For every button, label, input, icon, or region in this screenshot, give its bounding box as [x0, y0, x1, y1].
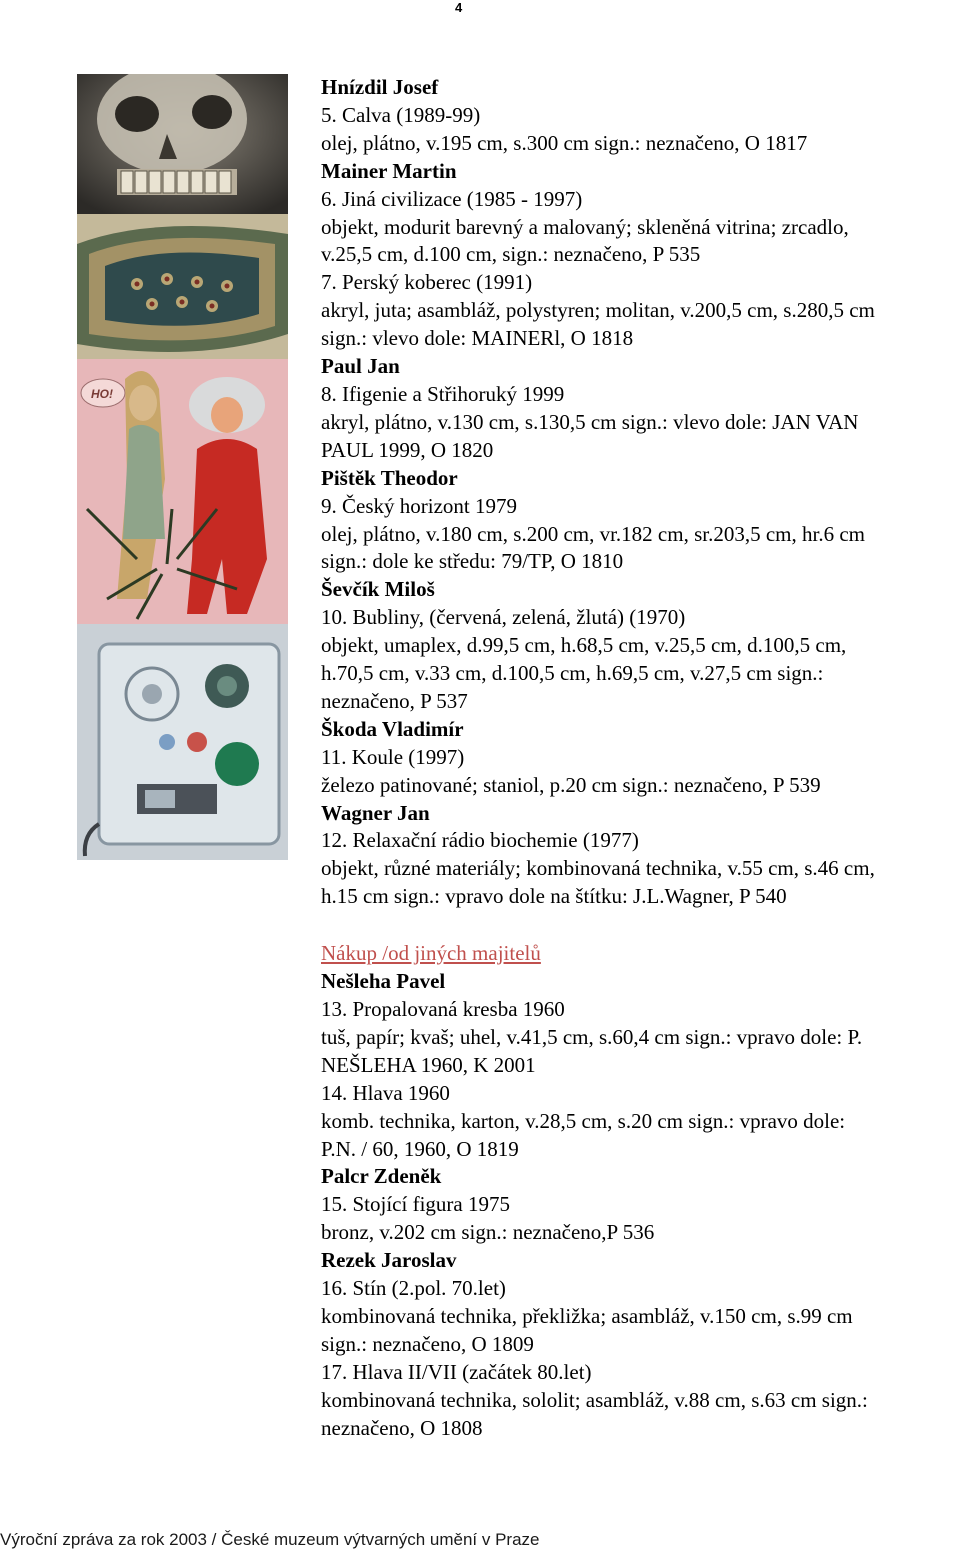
artwork-line: 14. Hlava 1960 [321, 1080, 450, 1105]
acquisitions-text [321, 74, 960, 1443]
artwork-images-column [77, 74, 288, 860]
artist-name: Wagner Jan [321, 800, 430, 825]
artist-name: Rezek Jaroslav [321, 1248, 457, 1273]
artist-name: Ševčík Miloš [321, 577, 435, 602]
artwork-line: 7. Perský koberec (1991) [321, 270, 533, 295]
artwork-line: 5. Calva (1989-99) [321, 102, 481, 127]
artwork-line: P.N. / 60, 1960, O 1819 [321, 1136, 519, 1161]
ifigenie-painting-image [77, 359, 288, 624]
artwork-line: objekt, umaplex, d.99,5 cm, h.68,5 cm, v.25,5 cm, d.100,5 cm, [321, 633, 847, 658]
artwork-line: železo patinované; staniol, p.20 cm sign.: neznačeno, P 539 [321, 772, 821, 797]
artwork-line: olej, plátno, v.180 cm, s.200 cm, vr.182 cm, sr.203,5 cm, hr.6 cm [321, 521, 865, 546]
artist-name: Nešleha Pavel [321, 969, 446, 994]
artwork-line: 9. Český horizont 1979 [321, 493, 517, 518]
artist-name: Hnízdil Josef [321, 75, 439, 99]
artwork-line: 16. Stín (2.pol. 70.let) [321, 1276, 506, 1301]
artist-name: Paul Jan [321, 354, 400, 379]
artwork-line: sign.: dole ke středu: 79/TP, O 1810 [321, 549, 624, 574]
artist-name: Palcr Zdeněk [321, 1164, 442, 1189]
artwork-line: 12. Relaxační rádio biochemie (1977) [321, 828, 639, 853]
svg-text:HO!: HO! [91, 387, 113, 401]
artwork-line: v.25,5 cm, d.100 cm, sign.: neznačeno, P 535 [321, 242, 701, 267]
artwork-line: objekt, různé materiály; kombinovaná technika, v.55 cm, s.46 cm, [321, 856, 875, 881]
section-title-purchase-link[interactable]: Nákup /od jiných majitelů [321, 941, 541, 966]
artwork-line: kombinovaná technika, překližka; asambláž, v.150 cm, s.99 cm [321, 1303, 853, 1328]
artwork-line: komb. technika, karton, v.28,5 cm, s.20 cm sign.: vpravo dole: [321, 1108, 846, 1133]
artwork-line: 13. Propalovaná kresba 1960 [321, 997, 565, 1021]
artwork-line: tuš, papír; kvaš; uhel, v.41,5 cm, s.60,4 cm sign.: vpravo dole: P. [321, 1024, 863, 1049]
artwork-line: 8. Ifigenie a Střihoruký 1999 [321, 381, 565, 406]
artwork-line: 17. Hlava II/VII (začátek 80.let) [321, 1359, 592, 1384]
skull-painting-image [77, 74, 288, 214]
artwork-line: h.15 cm sign.: vpravo dole na štítku: J.L.Wagner, P 540 [321, 884, 787, 909]
page-footer: Výroční zpráva za rok 2003 / České muzeum výtvarných umění v Praze [0, 1530, 540, 1549]
radio-object-image [77, 624, 288, 860]
artwork-line: objekt, modurit barevný a malovaný; skleněná vitrina; zrcadlo, [321, 214, 849, 239]
persian-carpet-image [77, 214, 288, 359]
page-number: 4 [455, 0, 463, 15]
artist-name: Škoda Vladimír [321, 716, 464, 741]
acquisitions-list-2 [321, 968, 960, 1442]
artwork-line: h.70,5 cm, v.33 cm, d.100,5 cm, h.69,5 cm, v.27,5 cm sign.: [321, 661, 824, 686]
artwork-line: PAUL 1999, O 1820 [321, 437, 494, 462]
artist-name: Pištěk Theodor [321, 465, 458, 490]
artwork-line: neznačeno, O 1808 [321, 1415, 483, 1440]
artist-name: Mainer Martin [321, 158, 457, 183]
artwork-line: bronz, v.202 cm sign.: neznačeno,P 536 [321, 1220, 655, 1245]
artwork-line: neznačeno, P 537 [321, 688, 468, 713]
artwork-line: 10. Bubliny, (červená, zelená, žlutá) (1970) [321, 605, 686, 630]
artwork-line: kombinovaná technika, sololit; asambláž, v.88 cm, s.63 cm sign.: [321, 1387, 868, 1412]
artwork-line: olej, plátno, v.195 cm, s.300 cm sign.: neznačeno, O 1817 [321, 130, 808, 155]
artwork-line: 6. Jiná civilizace (1985 - 1997) [321, 186, 583, 211]
artwork-line: akryl, juta; asambláž, polystyren; molitan, v.200,5 cm, s.280,5 cm [321, 298, 875, 323]
artwork-line: 11. Koule (1997) [321, 744, 465, 769]
artwork-line: akryl, plátno, v.130 cm, s.130,5 cm sign.: vlevo dole: JAN VAN [321, 409, 859, 434]
artwork-line: NEŠLEHA 1960, K 2001 [321, 1052, 536, 1077]
acquisitions-list-1 [321, 74, 960, 911]
artwork-line: sign.: neznačeno, O 1809 [321, 1331, 534, 1356]
section-spacer [321, 911, 960, 940]
artwork-line: 15. Stojící figura 1975 [321, 1192, 510, 1217]
artwork-line: sign.: vlevo dole: MAINERl, O 1818 [321, 326, 634, 351]
